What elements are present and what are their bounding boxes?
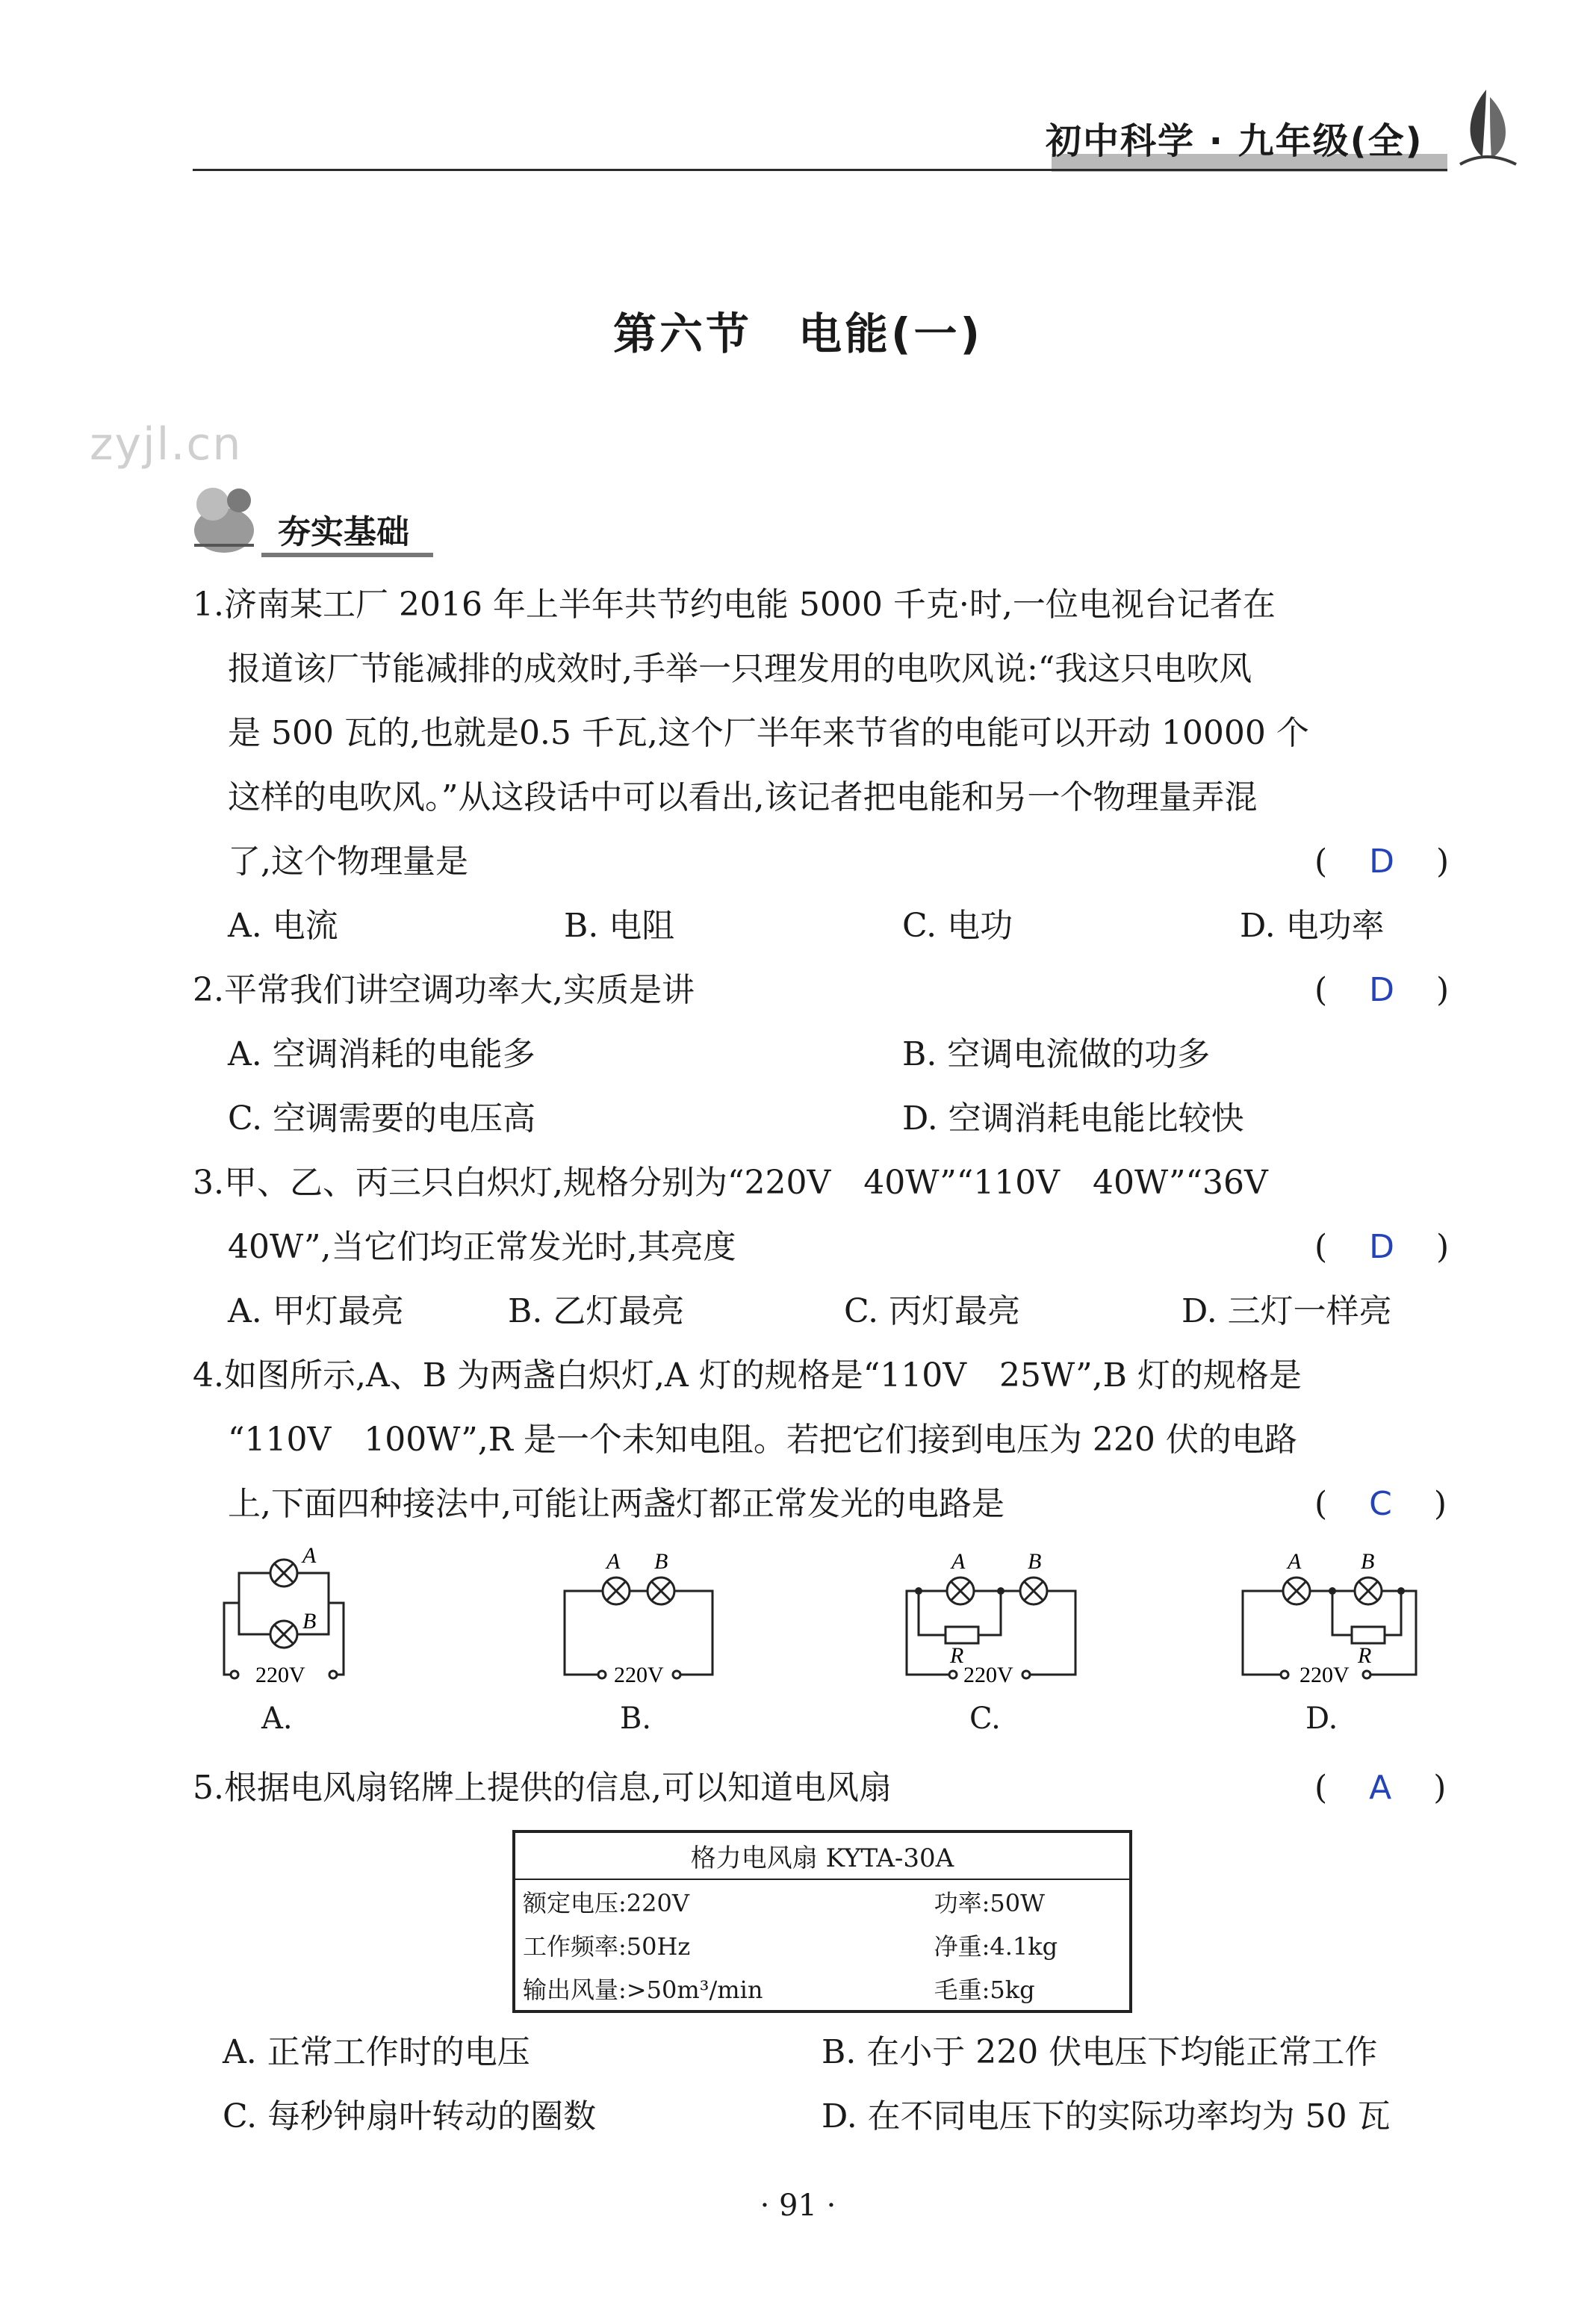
q5-answer: A <box>1369 1769 1392 1807</box>
q1-answer-bracket: ( D ) <box>1314 843 1450 881</box>
nameplate-title: 格力电风扇 KYTA-30A <box>514 1831 1131 1879</box>
circuit-c-lamp-a-label: A <box>951 1549 966 1574</box>
q2-option-c: C. 空调需要的电压高 <box>228 1099 536 1138</box>
section-label: 夯实基础 <box>278 513 409 551</box>
q3-option-c: C. 丙灯最亮 <box>844 1292 1021 1330</box>
q5-option-a: A. 正常工作时的电压 <box>223 2033 530 2071</box>
q5-option-b: B. 在小于 220 伏电压下均能正常工作 <box>822 2033 1378 2071</box>
circuit-b-label: B. <box>620 1702 652 1736</box>
header-rule <box>193 169 1447 171</box>
circuit-c-label: C. <box>969 1702 1001 1736</box>
q3-option-b: B. 乙灯最亮 <box>508 1292 685 1330</box>
circuit-a-lamp-b-label: B <box>302 1609 317 1634</box>
q5-option-c: C. 每秒钟扇叶转动的圈数 <box>223 2097 597 2135</box>
q1-answer: D <box>1369 843 1395 881</box>
q3-line: 3.甲、乙、丙三只白炽灯,规格分别为“220V 40W”“110V 40W”“36V <box>193 1164 1268 1202</box>
q5-line: 5.根据电风扇铭牌上提供的信息,可以知道电风扇 <box>193 1769 892 1807</box>
nameplate-gross-weight: 毛重:5kg <box>934 1976 1035 2004</box>
circuit-a-label: A. <box>261 1702 293 1736</box>
q2-option-a: A. 空调消耗的电能多 <box>228 1035 535 1073</box>
watermark: zyjl.cn <box>90 418 243 471</box>
circuit-c-voltage: 220V <box>963 1663 1013 1687</box>
q4-answer: C <box>1369 1485 1392 1523</box>
circuit-c-lamp-b-label: B <box>1028 1549 1042 1574</box>
mascot-icon <box>179 471 269 560</box>
circuit-b-diagram <box>553 1546 732 1688</box>
circuit-c-diagram <box>896 1546 1090 1688</box>
circuit-d-diagram <box>1232 1546 1426 1688</box>
page-number: · 91 · <box>760 2189 836 2223</box>
q3-answer-bracket: ( D ) <box>1314 1228 1450 1266</box>
q4-line: 4.如图所示,A、B 为两盏白炽灯,A 灯的规格是“110V 25W”,B 灯的规格是 <box>193 1356 1302 1395</box>
q3-answer: D <box>1369 1228 1395 1266</box>
q1-option-d: D. 电功率 <box>1240 907 1385 945</box>
circuit-a-diagram <box>209 1546 381 1688</box>
circuit-b-voltage: 220V <box>614 1663 664 1687</box>
nameplate-frequency: 工作频率:50Hz <box>523 1932 691 1961</box>
q2-answer-bracket: ( D ) <box>1314 971 1450 1009</box>
circuit-d-lamp-b-label: B <box>1361 1549 1375 1574</box>
q1-line: 是 500 瓦的,也就是0.5 千瓦,这个厂半年来节省的电能可以开动 10000 个 <box>228 714 1309 752</box>
circuit-d-label: D. <box>1305 1702 1338 1736</box>
q4-answer-bracket: ( C ) <box>1314 1485 1447 1523</box>
section-title: 第六节 电能(一) <box>612 308 984 359</box>
q5-option-d: D. 在不同电压下的实际功率均为 50 瓦 <box>822 2097 1391 2135</box>
q2-option-b: B. 空调电流做的功多 <box>902 1035 1211 1073</box>
circuit-a-lamp-a-label: A <box>302 1546 317 1568</box>
leaf-icon <box>1453 82 1520 172</box>
circuit-b-lamp-a-label: A <box>606 1549 621 1574</box>
q1-option-a: A. 电流 <box>228 907 338 945</box>
nameplate-power: 功率:50W <box>934 1889 1045 1917</box>
q1-line: 了,这个物理量是 <box>228 843 468 881</box>
q4-line: “110V 100W”,R 是一个未知电阻。若把它们接到电压为 220 伏的电路 <box>228 1421 1297 1459</box>
q1-line: 这样的电吹风。”从这段话中可以看出,该记者把电能和另一个物理量弄混 <box>228 778 1258 816</box>
circuit-c-resistor-label: R <box>950 1643 964 1668</box>
q3-option-a: A. 甲灯最亮 <box>228 1292 404 1330</box>
q1-option-b: B. 电阻 <box>564 907 675 945</box>
q2-line: 2.平常我们讲空调功率大,实质是讲 <box>193 971 695 1009</box>
book-title: 初中科学 · 九年级(全) <box>1046 120 1423 162</box>
q2-answer: D <box>1369 971 1395 1009</box>
circuit-b-lamp-b-label: B <box>654 1549 668 1574</box>
circuit-d-resistor-label: R <box>1358 1643 1372 1668</box>
q1-line: 报道该厂节能减排的成效时,手举一只理发用的电吹风说:“我这只电吹风 <box>228 650 1252 688</box>
q2-option-d: D. 空调消耗电能比较快 <box>902 1099 1244 1138</box>
circuit-a-voltage: 220V <box>255 1663 305 1687</box>
nameplate-net-weight: 净重:4.1kg <box>934 1932 1058 1961</box>
q3-option-d: D. 三灯一样亮 <box>1182 1292 1392 1330</box>
q1-option-c: C. 电功 <box>902 907 1013 945</box>
section-label-underline <box>261 553 433 557</box>
q1-line: 1.济南某工厂 2016 年上半年共节约电能 5000 千克·时,一位电视台记者在 <box>193 586 1276 624</box>
fan-nameplate <box>512 1830 1132 2013</box>
q5-answer-bracket: ( A ) <box>1314 1769 1447 1807</box>
nameplate-rated-voltage: 额定电压:220V <box>523 1889 689 1917</box>
circuit-d-voltage: 220V <box>1300 1663 1350 1687</box>
nameplate-airflow: 输出风量:>50m³/min <box>523 1976 763 2004</box>
q3-line: 40W”,当它们均正常发光时,其亮度 <box>228 1228 736 1266</box>
q4-line: 上,下面四种接法中,可能让两盏灯都正常发光的电路是 <box>228 1485 1005 1523</box>
circuit-d-lamp-a-label: A <box>1288 1549 1302 1574</box>
